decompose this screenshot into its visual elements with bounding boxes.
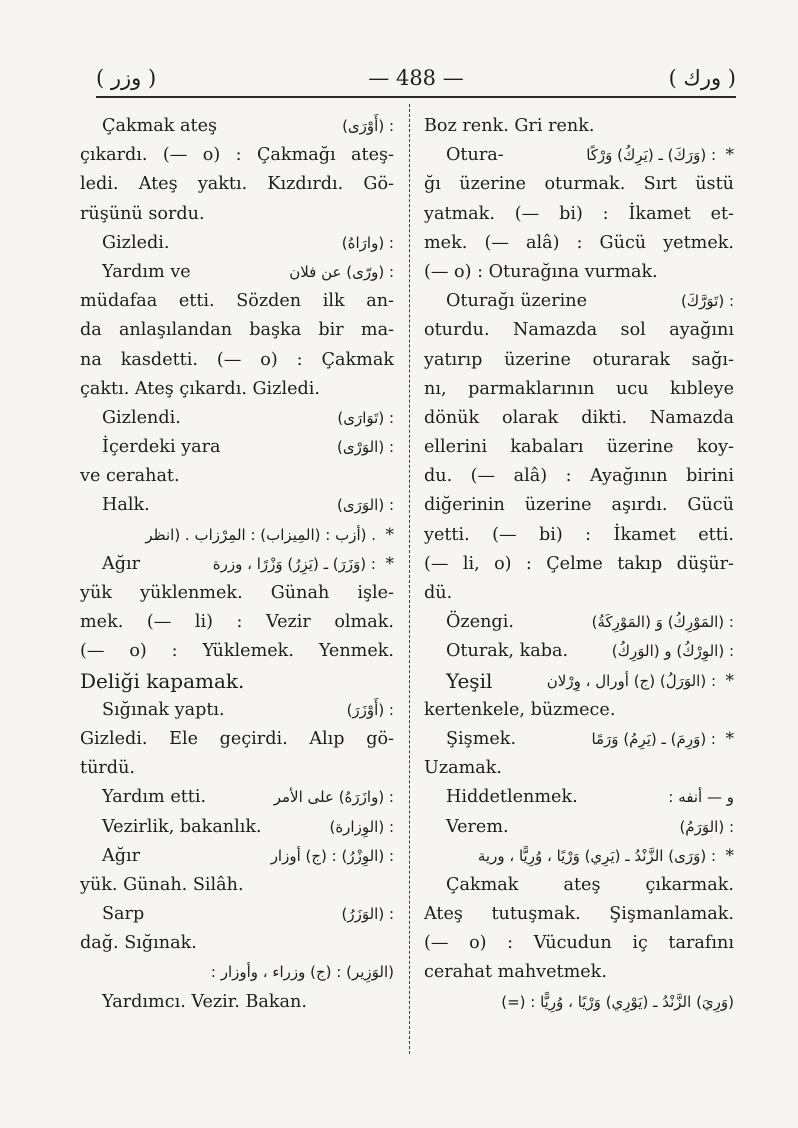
line-text: na kasdetti. (— o) : Çakmak (80, 349, 394, 370)
asterisk-marker: * (385, 524, 394, 545)
line-text: Gizledi. (102, 232, 170, 253)
header-right-entry: ( ورك ) (668, 66, 736, 90)
line-text: kertenkele, büzmece. (424, 699, 616, 720)
text-line (80, 287, 394, 316)
text-line (80, 462, 394, 491)
text-line (80, 375, 394, 404)
text-line (424, 725, 734, 754)
line-text: türdü. (80, 758, 135, 779)
text-line (424, 579, 734, 608)
text-line (424, 550, 734, 579)
line-text: yük. Günah. Silâh. (80, 874, 244, 895)
arabic-headword: : (الوَرْى) (337, 438, 394, 457)
arabic-headword: : (الوَرَلُ) (ج) أورال ، وِرْلان (546, 671, 716, 690)
line-text: Yardım ve (102, 261, 191, 282)
arabic-headword: : (الوِزْرُ) : (ج) أوزار (270, 846, 394, 865)
line-text: rüşünü sordu. (80, 203, 205, 224)
text-line (80, 346, 394, 375)
text-line (424, 491, 734, 520)
text-line (424, 608, 734, 637)
text-line (80, 783, 394, 812)
line-text: mek. (— alâ) : Gücü yetmek. (424, 232, 734, 253)
line-text: Gizledi. Ele geçirdi. Alıp gö- (80, 728, 394, 749)
line-text: Çakmak ateş (102, 116, 218, 136)
line-text: yatmak. (— bi) : İkamet et- (424, 203, 734, 224)
line-text: Vezirlik, bakanlık. (102, 816, 262, 837)
text-line (424, 783, 734, 812)
line-text: cerahat mahvetmek. (424, 962, 607, 983)
arabic-headword: : (الوَرَمُ) (679, 817, 734, 836)
text-line (80, 842, 394, 871)
text-line (424, 404, 734, 433)
text-line (424, 229, 734, 258)
text-line (424, 754, 734, 783)
text-line (424, 958, 734, 987)
line-text: Şişmek. (446, 728, 517, 749)
text-line (424, 900, 734, 929)
page-header (96, 62, 736, 98)
text-line (80, 433, 394, 462)
text-line (80, 988, 394, 1017)
line-text: (— li, o) : Çelme takıp düşür- (424, 553, 734, 574)
line-text: yük yüklenmek. Günah işle- (80, 583, 394, 603)
arabic-headword: : (وَزَرَ) ـ (يَزِرُ) وَزْرًا ، وزرة (212, 554, 376, 573)
page-number: — 488 — (368, 66, 464, 90)
line-text: Gizlendi. (102, 407, 181, 428)
text-line (424, 316, 734, 345)
text-line (80, 404, 394, 433)
text-line (424, 375, 734, 404)
text-line (80, 579, 394, 608)
arabic-headword: : (وازَرَهُ) على الأمر (273, 788, 394, 807)
line-text: Oturağı üzerine (446, 291, 587, 312)
line-text: Sığınak yaptı. (102, 699, 225, 720)
text-line (80, 316, 394, 345)
line-text: Hiddetlenmek. (446, 787, 578, 808)
text-line (80, 170, 394, 199)
text-line (80, 725, 394, 754)
text-line (424, 667, 734, 696)
text-line (80, 229, 394, 258)
text-line (80, 929, 394, 958)
line-text: (— o) : Vücudun iç tarafını (424, 933, 734, 954)
line-text: dönük olarak dikti. Namazda (424, 407, 734, 428)
text-line (424, 258, 734, 287)
text-line (424, 433, 734, 462)
text-line (424, 871, 734, 900)
line-text: çaktı. Ateş çıkardı. Gizledi. (80, 378, 320, 399)
text-line (424, 929, 734, 958)
line-text: Deliği kapamak. (80, 668, 245, 693)
text-line (424, 462, 734, 491)
text-line (424, 200, 734, 229)
arabic-headword: : (وارَاهُ) (341, 233, 394, 252)
line-text: Çakmak ateş çıkarmak. (446, 874, 734, 895)
arabic-headword: : (وَرَكَ) ـ (يَرِكُ) وَرْكًا (586, 146, 716, 165)
asterisk-marker: * (725, 728, 734, 749)
line-text: Sarp (102, 904, 145, 925)
line-text: Otura- (446, 145, 504, 166)
line-text: ledi. Ateş yaktı. Kızdırdı. Gö- (80, 174, 394, 195)
line-text: Yardım etti. (102, 787, 207, 808)
line-text: Ağır (102, 845, 141, 866)
asterisk-marker: * (725, 670, 734, 691)
line-text: Ağır (102, 553, 141, 574)
line-text: (— o) : Oturağına vurmak. (424, 261, 658, 282)
text-line (424, 112, 734, 141)
text-line (424, 813, 734, 842)
arabic-headword: : (تَوَرَّكَ) (680, 292, 734, 311)
line-text: çıkardı. (— o) : Çakmağı ateş- (80, 145, 394, 166)
text-line (80, 141, 394, 170)
text-line (80, 112, 394, 141)
text-line (424, 521, 734, 550)
arabic-headword: : (الوَزَرُ) (341, 905, 394, 924)
line-text: (— o) : Yüklemek. Yenmek. (80, 641, 394, 662)
arabic-headword: : (الوِرْكُ) و (الوَرِكُ) (611, 642, 734, 661)
text-line (80, 550, 394, 579)
arabic-headword: و — أنفه : (668, 788, 734, 807)
arabic-headword: : (الوِزارة) (329, 817, 394, 836)
line-text: Halk. (102, 495, 150, 516)
line-text: Ateş tutuşmak. Şişmanlamak. (424, 904, 734, 925)
arabic-headword: : (وَرِمَ) ـ (يَرِمُ) وَرَمًا (591, 729, 716, 748)
text-line (80, 491, 394, 520)
text-line (424, 696, 734, 725)
arabic-headword: : (أَوْزَرَ) (346, 700, 394, 719)
text-line (80, 871, 394, 900)
line-text: Boz renk. Gri renk. (424, 116, 595, 136)
line-text: du. (— alâ) : Ayağının birini (424, 466, 734, 487)
text-line (424, 287, 734, 316)
arabic-entry: . (أزب : (المِيزاب) : المِرْزاب . (انظر (145, 525, 376, 544)
line-text: Yeşil (446, 668, 493, 693)
text-line (80, 958, 394, 987)
asterisk-marker: * (725, 145, 734, 166)
arabic-headword: : (ورّى) عن فلان (289, 262, 394, 281)
arabic-entry: (الوَزِير) : (ج) وزراء ، وأوزار : (210, 963, 394, 982)
text-line (424, 141, 734, 170)
text-line (80, 667, 394, 696)
arabic-entry: (وَرِيَ) الزَّنْدُ ـ (يَوْرِي) وَرْيًا ، وُرِيًّا : (=) (501, 992, 734, 1011)
asterisk-marker: * (385, 553, 394, 574)
right-column (424, 112, 734, 1017)
text-line (80, 258, 394, 287)
line-text: Uzamak. (424, 758, 503, 779)
line-text: nı, parmaklarının ucu kıbleye (424, 378, 734, 399)
line-text: Yardımcı. Vezir. Bakan. (102, 991, 307, 1012)
text-line (80, 608, 394, 637)
text-line (80, 200, 394, 229)
line-text: yetti. (— bi) : İkamet etti. (424, 524, 734, 545)
text-line (80, 637, 394, 666)
text-line (80, 813, 394, 842)
line-text: da anlaşılandan başka bir ma- (80, 320, 394, 341)
text-line (80, 696, 394, 725)
arabic-headword: : (أَوْرَى) (342, 117, 394, 135)
line-text: dü. (424, 583, 453, 603)
line-text: yatırıp üzerine oturarak sağı- (424, 349, 734, 370)
line-text: oturdu. Namazda sol ayağını (424, 320, 734, 341)
line-text: ellerini kabaları üzerine koy- (424, 437, 734, 458)
arabic-headword: : (الوَرَى) (337, 496, 394, 515)
left-column (80, 112, 394, 1017)
asterisk-marker: * (725, 845, 734, 866)
arabic-headword: : (تَوَارَى) (337, 408, 394, 427)
line-text: Verem. (446, 816, 509, 837)
column-divider (409, 104, 410, 1054)
line-text: mek. (— li) : Vezir olmak. (80, 612, 394, 633)
text-line (424, 842, 734, 871)
text-line (80, 900, 394, 929)
text-line (424, 988, 734, 1017)
arabic-entry: : (وَرَى) الزَّنْدُ ـ (يَرِي) وَرْيًا ، وُرِيًّا ، ورية (477, 846, 716, 865)
line-text: diğerinin üzerine aşırdı. Gücü (424, 495, 734, 516)
text-line (80, 754, 394, 783)
line-text: dağ. Sığınak. (80, 933, 197, 954)
line-text: ğı üzerine oturmak. Sırt üstü (424, 174, 734, 195)
text-line (424, 346, 734, 375)
text-line (424, 170, 734, 199)
line-text: İçerdeki yara (102, 437, 221, 458)
text-line (80, 521, 394, 550)
line-text: müdafaa etti. Sözden ilk an- (80, 291, 394, 312)
text-line (424, 637, 734, 666)
line-text: Özengi. (446, 612, 514, 633)
line-text: Oturak, kaba. (446, 641, 569, 662)
header-left-entry: ( وزر ) (96, 66, 157, 90)
arabic-headword: : (المَوْرِكُ) وَ (المَوْرِكَةُ) (591, 613, 734, 632)
line-text: ve cerahat. (80, 466, 180, 487)
